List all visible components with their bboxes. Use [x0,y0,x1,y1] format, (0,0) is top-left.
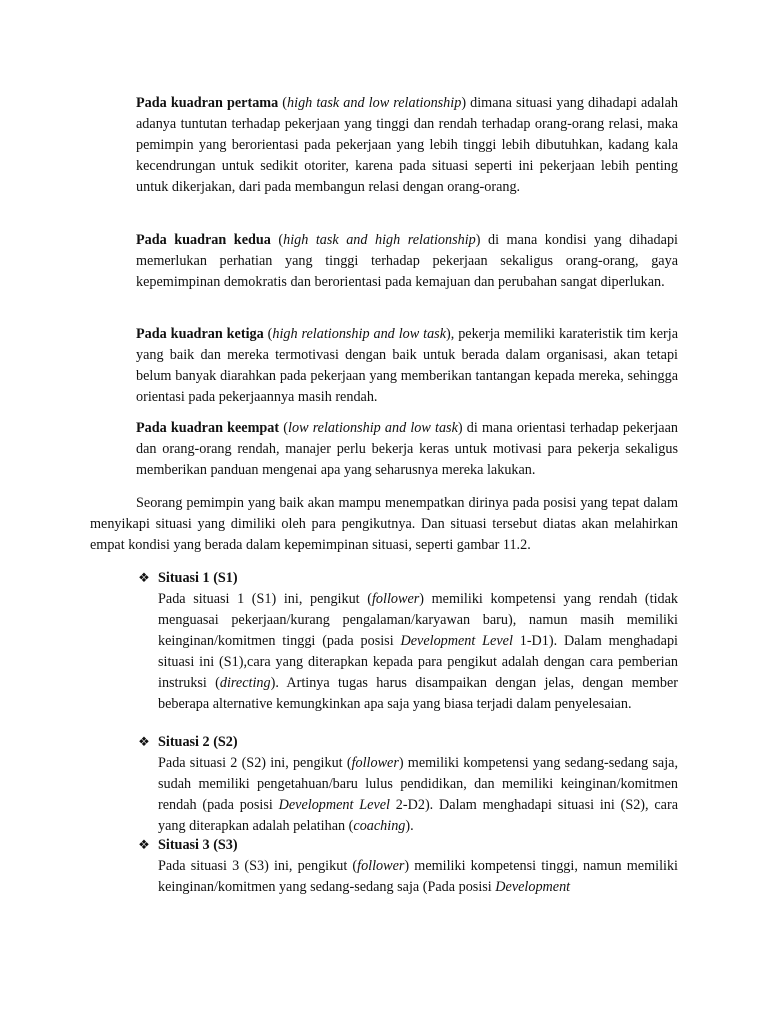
paren: ( [270,232,284,248]
situasi-body: Pada situasi 2 (S2) ini, pengikut (follower) memiliki kompetensi yang sedang-sedang saja, sudah memiliki pengetahuan/baru lulus pendidikan, dan memiliki keinginan/komitmen rendah (pada posisi Development Level 2-D2). Dalam menghadapi situasi ini (S2), cara yang diterapkan adalah pelatihan (coaching). [158,755,678,834]
italic-term: high task and low relationship [287,95,462,111]
diamond-bullet-icon: ❖ [138,838,150,853]
paragraph-kuadran-ketiga [136,324,678,408]
paragraph-body: ), pekerja memiliki karateristik tim kerja yang baik dan mereka termotivasi dengan baik untuk berada dalam organisasi, akan tetapi belum banyak diarahkan pada pekerjaan yang memberikan tantangan kepada mereka, sehingga orientasi pada pekerjaannya masih rendah. [136,326,678,405]
situasi-body: Pada situasi 3 (S3) ini, pengikut (follower) memiliki kompetensi tinggi, namun memiliki keinginan/komitmen yang sedang-sedang saja (Pada posisi Development [158,858,678,895]
paragraph-kuadran-keempat [136,418,678,481]
paragraph-title: Pada kuadran pertama [136,95,279,111]
situasi-title: Situasi 2 (S2) [158,734,238,750]
diamond-bullet-icon: ❖ [138,735,150,750]
paragraph-kuadran-kedua [136,230,678,293]
italic-term: low relationship and low task [288,420,458,436]
list-item-situasi-1 [136,568,678,715]
paragraph-kuadran-pertama [136,93,678,198]
paren: ( [279,420,289,436]
situasi-title: Situasi 3 (S3) [158,837,238,853]
paragraph-body: ) di mana orientasi terhadap pekerjaan dan orang-orang rendah, manajer perlu bekerja keras untuk motivasi para pekerja sekaligus memberikan panduan mengenai apa yang seharusnya mereka lakukan. [136,420,678,478]
situasi-body: Pada situasi 1 (S1) ini, pengikut (follower) memiliki kompetensi yang rendah (tidak menguasai pekerjaan/kurang pengalaman/karyawan baru), namun masih memiliki keinginan/komitmen tinggi (pada posisi Development Level 1-D1). Dalam menghadapi situasi ini (S1),cara yang diterapkan kepada para pengikut adalah dengan cara pemberian instruksi (directing). Artinya tugas harus disampaikan dengan jelas, dengan member beberapa alternative kemungkinkan apa saja yang biasa terjadi dalam penyelesaian. [158,591,679,712]
paragraph-body: ) dimana situasi yang dihadapi adalah adanya tuntutan terhadap pekerjaan yang tinggi dan rendah terhadap orang-orang relasi, maka pemimpin yang berorientasi pada pekerjaan yang lebih tinggi lebih dibutuhkan, kadang kala kecendrungan untuk sedikit otoriter, karena pada situasi seperti ini pekerjaan lebih penting untuk dikerjakan, dari pada membangun relasi dengan orang-orang. [136,95,678,195]
diamond-bullet-icon: ❖ [138,571,150,586]
paragraph-title: Pada kuadran keempat [136,420,280,436]
paragraph-body: ) di mana kondisi yang dihadapi memerlukan perhatian yang tinggi terhadap pekerjaan sekaligus orang-orang, gaya kepemimpinan demokratis dan berorientasi pada kemajuan dan perubahan sangat diperlukan. [136,232,678,290]
situasi-title: Situasi 1 (S1) [158,570,238,586]
list-item-situasi-3 [136,835,678,898]
paren: ( [278,95,288,111]
paragraph-title: Pada kuadran kedua [136,232,271,248]
italic-term: high task and high relationship [283,232,476,248]
intro-paragraph: Seorang pemimpin yang baik akan mampu menempatkan dirinya pada posisi yang tepat dalam menyikapi situasi yang dimiliki oleh para pengikutnya. Dan situasi tersebut diatas akan melahirkan empat kondisi yang berada dalam kepemimpinan situasi, seperti gambar 11.2. [90,495,678,553]
paren: ( [263,326,273,342]
list-item-situasi-2 [136,732,678,837]
italic-term: high relationship and low task [272,326,446,342]
paragraph-title: Pada kuadran ketiga [136,326,264,342]
